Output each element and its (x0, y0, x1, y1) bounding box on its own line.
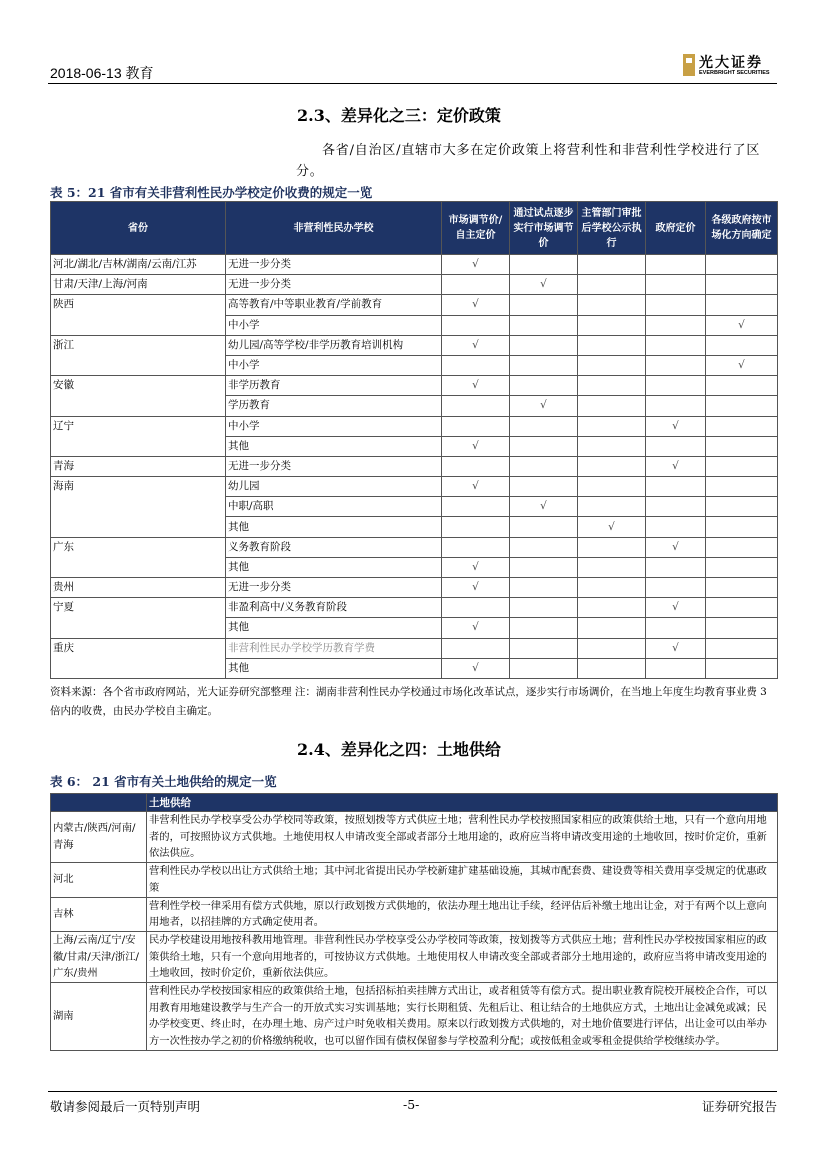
empty-cell (442, 517, 510, 537)
province-cell: 河北 (51, 863, 147, 897)
table5-header-cell: 通过试点逐步实行市场调节价 (510, 202, 578, 255)
table5-header-cell: 省份 (51, 202, 226, 255)
footer-disclaimer: 敬请参阅最后一页特别声明 (50, 1099, 201, 1114)
province-cell: 安徽 (51, 376, 226, 416)
empty-cell (578, 477, 646, 497)
empty-cell (706, 598, 778, 618)
land-policy-cell: 营利性民办学校按国家相应的政策供给土地，包括招标拍卖挂牌方式出让，或者租赁等有偿方式。提出职业教育院校开展校企合作，可以用教育用地建设教学与生产合一的开放式实习实训基地；实行长期租赁、先租后让、租让结合的土地供应方式，土地出让金减免或减；民办学校变更、终止时，在办理土地、房产过户时免收相关费用。原来以行政划拨方式供地的，对土地价值要进行评估，出让金可以由举办方一次性按办学之初的价格缴纳税收，也可以留作国有债权保留参与学校盈利分配；或按低租金或零租金提供给学校继续办学。 (147, 983, 778, 1051)
everbright-logo (683, 52, 783, 80)
empty-cell (646, 477, 706, 497)
school-type-cell: 幼儿园 (226, 477, 442, 497)
checkmark-icon: √ (442, 578, 510, 598)
table6-header-land: 土地供给 (147, 794, 778, 812)
empty-cell (706, 335, 778, 355)
empty-cell (510, 618, 578, 638)
province-cell: 上海/云南/辽宁/安徽/甘肃/天津/浙江/广东/贵州 (51, 931, 147, 982)
section-title-land: 2.4、差异化之四：土地供给 (297, 740, 501, 759)
empty-cell (510, 658, 578, 678)
empty-cell (442, 396, 510, 416)
checkmark-icon: √ (442, 376, 510, 396)
school-type-cell: 其他 (226, 618, 442, 638)
school-type-cell: 高等教育/中等职业教育/学前教育 (226, 295, 442, 315)
empty-cell (706, 517, 778, 537)
checkmark-icon: √ (442, 436, 510, 456)
empty-cell (646, 436, 706, 456)
empty-cell (646, 275, 706, 295)
empty-cell (578, 497, 646, 517)
header-divider (48, 83, 777, 84)
empty-cell (706, 557, 778, 577)
empty-cell (578, 658, 646, 678)
empty-cell (646, 255, 706, 275)
table-row (51, 863, 778, 897)
checkmark-icon: √ (646, 598, 706, 618)
empty-cell (510, 335, 578, 355)
empty-cell (646, 315, 706, 335)
school-type-cell: 非营利性民办学校学历教育学费 (226, 638, 442, 658)
school-type-cell: 学历教育 (226, 396, 442, 416)
empty-cell (510, 295, 578, 315)
empty-cell (706, 416, 778, 436)
empty-cell (706, 537, 778, 557)
empty-cell (578, 537, 646, 557)
checkmark-icon: √ (510, 497, 578, 517)
table6-header-row (51, 794, 778, 812)
table-row (51, 983, 778, 1051)
checkmark-icon: √ (442, 618, 510, 638)
table-row (51, 638, 778, 658)
province-cell: 吉林 (51, 897, 147, 931)
table-row (51, 295, 778, 315)
empty-cell (646, 497, 706, 517)
empty-cell (442, 275, 510, 295)
province-cell: 贵州 (51, 578, 226, 598)
empty-cell (706, 456, 778, 476)
checkmark-icon: √ (578, 517, 646, 537)
empty-cell (510, 416, 578, 436)
table-row (51, 275, 778, 295)
school-type-cell: 无进一步分类 (226, 255, 442, 275)
province-cell: 湖南 (51, 983, 147, 1051)
table5-header-row (51, 202, 778, 255)
table-row (51, 376, 778, 396)
school-type-cell: 中小学 (226, 315, 442, 335)
logo-en-text: EVERBRIGHT SECURITIES (699, 70, 770, 76)
empty-cell (442, 497, 510, 517)
checkmark-icon: √ (510, 275, 578, 295)
empty-cell (578, 295, 646, 315)
checkmark-icon: √ (442, 557, 510, 577)
table5-header-cell: 各级政府按市场化方向确定 (706, 202, 778, 255)
province-cell: 宁夏 (51, 598, 226, 638)
table6-header-blank (51, 794, 147, 812)
empty-cell (510, 315, 578, 335)
school-type-cell: 其他 (226, 557, 442, 577)
logo-mark-icon (683, 54, 695, 76)
checkmark-icon: √ (646, 537, 706, 557)
empty-cell (706, 396, 778, 416)
empty-cell (510, 578, 578, 598)
table5-header-cell: 非营利性民办学校 (226, 202, 442, 255)
checkmark-icon: √ (442, 477, 510, 497)
checkmark-icon: √ (510, 396, 578, 416)
province-cell: 甘肃/天津/上海/河南 (51, 275, 226, 295)
empty-cell (706, 275, 778, 295)
logo-cn-text: 光大证券 (699, 55, 763, 71)
empty-cell (706, 436, 778, 456)
empty-cell (510, 477, 578, 497)
empty-cell (578, 598, 646, 618)
table-row (51, 578, 778, 598)
school-type-cell: 其他 (226, 436, 442, 456)
empty-cell (442, 315, 510, 335)
school-type-cell: 非盈利高中/义务教育阶段 (226, 598, 442, 618)
empty-cell (706, 618, 778, 638)
table-row (51, 255, 778, 275)
pricing-policy-table (50, 201, 778, 679)
table5-header-cell: 主管部门审批后学校公示执行 (578, 202, 646, 255)
empty-cell (578, 335, 646, 355)
table-row (51, 477, 778, 497)
empty-cell (578, 456, 646, 476)
checkmark-icon: √ (442, 255, 510, 275)
empty-cell (510, 456, 578, 476)
table-row (51, 897, 778, 931)
empty-cell (646, 658, 706, 678)
empty-cell (646, 376, 706, 396)
empty-cell (442, 598, 510, 618)
empty-cell (442, 456, 510, 476)
empty-cell (442, 416, 510, 436)
checkmark-icon: √ (706, 315, 778, 335)
table-row (51, 456, 778, 476)
land-policy-cell: 非营利性民办学校享受公办学校同等政策，按照划拨等方式供应土地；营利性民办学校按照国家相应的政策供给土地，只有一个意向用地者的，可按照协议方式供地。土地使用权人申请改变全部或者部分土地用途的，政府应当将申请改变用途的土地收回，按时价定价，重新依法供应。 (147, 812, 778, 863)
school-type-cell: 义务教育阶段 (226, 537, 442, 557)
empty-cell (646, 335, 706, 355)
empty-cell (578, 638, 646, 658)
empty-cell (646, 295, 706, 315)
empty-cell (578, 376, 646, 396)
checkmark-icon: √ (646, 638, 706, 658)
school-type-cell: 无进一步分类 (226, 456, 442, 476)
empty-cell (510, 557, 578, 577)
empty-cell (706, 497, 778, 517)
land-policy-cell: 营利性民办学校以出让方式供给土地；其中河北省提出民办学校新建扩建基础设施，其城市配套费、建设费等相关费用享受规定的优惠政策 (147, 863, 778, 897)
school-type-cell: 幼儿园/高等学校/非学历教育培训机构 (226, 335, 442, 355)
empty-cell (442, 638, 510, 658)
empty-cell (706, 255, 778, 275)
empty-cell (510, 355, 578, 375)
land-policy-cell: 民办学校建设用地按科教用地管理。非营利性民办学校享受公办学校同等政策，按划拨等方式供应土地；营利性民办学校按国家相应的政策供给土地，只有一个意向用地者的，可按协议方式供地。土地使用权人申请改变全部或者部分土地用途的，政府应当将申请改变用途的土地收回，按时价定价，重新依法供应。 (147, 931, 778, 982)
table-row (51, 537, 778, 557)
province-cell: 海南 (51, 477, 226, 538)
empty-cell (442, 355, 510, 375)
table5-source-note: 资料来源：各个省市政府网站，光大证券研究部整理 注：湖南非营利性民办学校通过市场化改革试点，逐步实行市场调价，在当地上年度生均教育事业费 3 倍内的收费，由民办学校自主确定。 (50, 686, 767, 717)
school-type-cell: 中小学 (226, 416, 442, 436)
empty-cell (578, 315, 646, 335)
empty-cell (510, 436, 578, 456)
school-type-cell: 无进一步分类 (226, 275, 442, 295)
empty-cell (646, 618, 706, 638)
empty-cell (578, 275, 646, 295)
province-cell: 重庆 (51, 638, 226, 678)
empty-cell (510, 598, 578, 618)
table-row (51, 335, 778, 355)
land-policy-cell: 营利性学校一律采用有偿方式供地，原以行政划拨方式供地的，依法办理土地出让手续，经评估后补缴土地出让金，对于有两个以上意向用地者，以招挂牌的方式确定使用者。 (147, 897, 778, 931)
province-cell: 内蒙古/陕西/河南/青海 (51, 812, 147, 863)
province-cell: 青海 (51, 456, 226, 476)
header-date-category: 2018-06-13 教育 (50, 65, 154, 81)
empty-cell (646, 355, 706, 375)
table5-caption: 表 5：21 省市有关非营利性民办学校定价收费的规定一览 (50, 185, 373, 200)
empty-cell (442, 537, 510, 557)
empty-cell (578, 355, 646, 375)
province-cell: 广东 (51, 537, 226, 577)
empty-cell (578, 436, 646, 456)
province-cell: 浙江 (51, 335, 226, 375)
section-title-pricing: 2.3、差异化之三：定价政策 (297, 106, 501, 125)
province-cell: 陕西 (51, 295, 226, 335)
school-type-cell: 其他 (226, 517, 442, 537)
section-paragraph-pricing (296, 140, 778, 182)
empty-cell (706, 295, 778, 315)
province-cell: 辽宁 (51, 416, 226, 456)
table6-caption: 表 6： 21 省市有关土地供给的规定一览 (50, 774, 277, 789)
table5-header-cell: 市场调节价/自主定价 (442, 202, 510, 255)
table-row (51, 812, 778, 863)
table5-header-cell: 政府定价 (646, 202, 706, 255)
empty-cell (578, 416, 646, 436)
empty-cell (706, 578, 778, 598)
province-cell: 河北/湖北/吉林/湖南/云南/江苏 (51, 255, 226, 275)
empty-cell (706, 376, 778, 396)
empty-cell (706, 477, 778, 497)
empty-cell (578, 396, 646, 416)
checkmark-icon: √ (442, 335, 510, 355)
empty-cell (578, 618, 646, 638)
footer-page-number: -5- (403, 1097, 420, 1112)
empty-cell (510, 376, 578, 396)
empty-cell (510, 638, 578, 658)
checkmark-icon: √ (442, 295, 510, 315)
empty-cell (646, 396, 706, 416)
empty-cell (510, 517, 578, 537)
empty-cell (578, 557, 646, 577)
empty-cell (646, 578, 706, 598)
table-row (51, 598, 778, 618)
checkmark-icon: √ (646, 416, 706, 436)
checkmark-icon: √ (706, 355, 778, 375)
empty-cell (510, 255, 578, 275)
empty-cell (646, 517, 706, 537)
empty-cell (510, 537, 578, 557)
empty-cell (578, 255, 646, 275)
empty-cell (646, 557, 706, 577)
empty-cell (706, 638, 778, 658)
checkmark-icon: √ (442, 658, 510, 678)
table-row (51, 931, 778, 982)
checkmark-icon: √ (646, 456, 706, 476)
empty-cell (578, 578, 646, 598)
footer-divider (48, 1091, 777, 1092)
school-type-cell: 无进一步分类 (226, 578, 442, 598)
empty-cell (706, 658, 778, 678)
school-type-cell: 中小学 (226, 355, 442, 375)
table-row (51, 416, 778, 436)
footer-report-type: 证券研究报告 (701, 1099, 777, 1114)
school-type-cell: 中职/高职 (226, 497, 442, 517)
school-type-cell: 非学历教育 (226, 376, 442, 396)
land-supply-table (50, 793, 778, 1051)
school-type-cell: 其他 (226, 658, 442, 678)
paragraph-text: 各省/自治区/直辖市大多在定价政策上将营利性和非营利性学校进行了区分。 (296, 143, 761, 179)
